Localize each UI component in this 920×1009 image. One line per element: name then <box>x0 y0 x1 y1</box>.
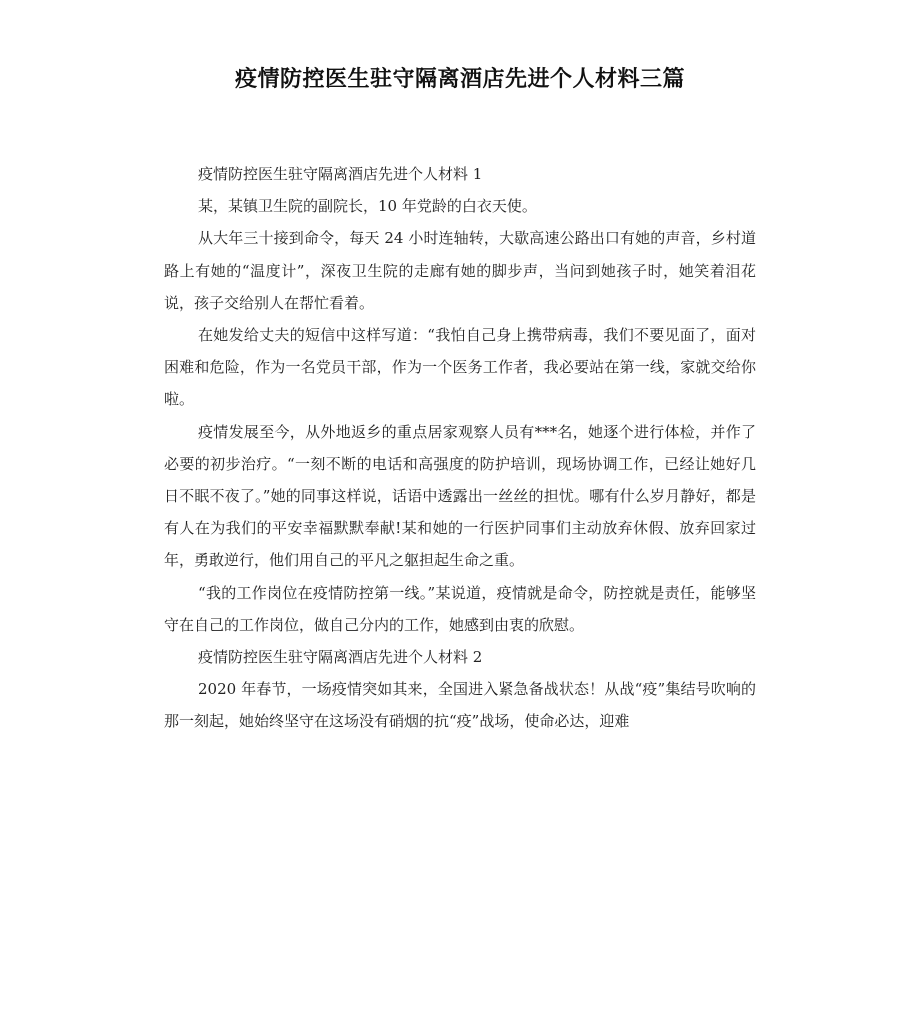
paragraph: 从大年三十接到命令，每天 24 小时连轴转，大歇高速公路出口有她的声音，乡村道路上有她的“温度计”，深夜卫生院的走廊有她的脚步声，当问到她孩子时，她笑着泪花说，孩子交给别人在帮忙看着。 <box>164 229 756 312</box>
section-heading-2: 疫情防控医生驻守隔离酒店先进个人材料 2 <box>198 648 483 667</box>
document-title: 疫情防控医生驻守隔离酒店先进个人材料三篇 <box>234 67 685 92</box>
paragraph: 2020 年春节，一场疫情突如其来，全国进入紧急备战状态！从战“疫”集结号吹响的那一刻起，她始终坚守在这场没有硝烟的抗“疫”战场，使命必达，迎难 <box>164 680 756 731</box>
document-body <box>164 158 756 738</box>
paragraph: “我的工作岗位在疫情防控第一线。”某说道，疫情就是命令，防控就是责任，能够坚守在自己的工作岗位，做自己分内的工作，她感到由衷的欣慰。 <box>164 583 756 634</box>
paragraph: 疫情发展至今，从外地返乡的重点居家观察人员有***名，她逐个进行体检，并作了必要的初步治疗。“一刻不断的电话和高强度的防护培训，现场协调工作，已经让她好几日不眠不夜了。”她的同事这样说，话语中透露出一丝丝的担忧。哪有什么岁月静好，都是有人在为我们的平安幸福默默奉献!某和她的一行医护同事们主动放弃休假、放弃回家过年，勇敢逆行，他们用自己的平凡之躯担起生命之重。 <box>164 422 756 570</box>
paragraph: 在她发给丈夫的短信中这样写道：“我怕自己身上携带病毒，我们不要见面了，面对困难和危险，作为一名党员干部，作为一个医务工作者，我必要站在第一线，家就交给你啦。 <box>164 326 756 409</box>
paragraph-intro: 某，某镇卫生院的副院长，10 年党龄的白衣天使。 <box>198 197 537 216</box>
section-heading-1: 疫情防控医生驻守隔离酒店先进个人材料 1 <box>198 165 483 183</box>
